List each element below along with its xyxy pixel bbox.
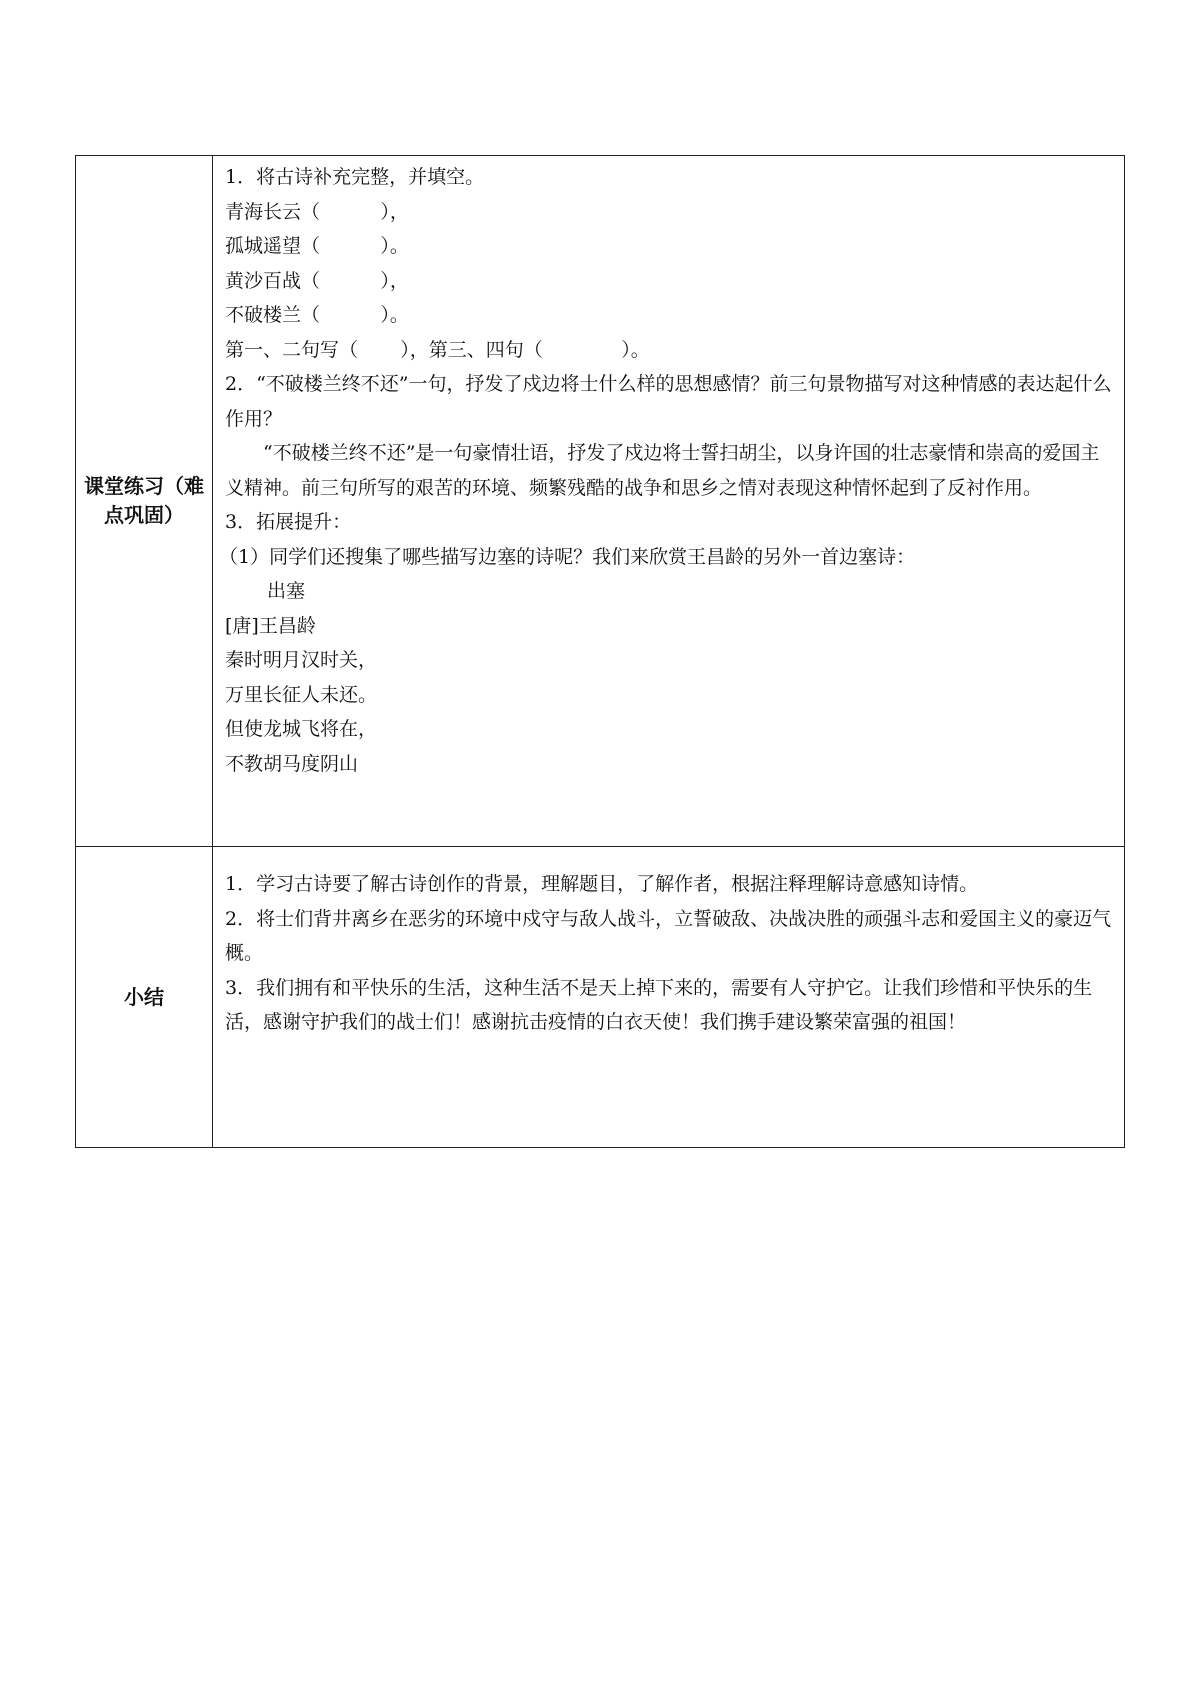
- summary-row: [76, 847, 1125, 1148]
- poem-line: 秦时明月汉时关，: [225, 649, 378, 671]
- summary-item: 1．学习古诗要了解古诗创作的背景，理解题目，了解作者，根据注释理解诗意感知诗情。: [225, 873, 979, 895]
- practice-label: 课堂练习（难点巩固）: [76, 156, 213, 847]
- summary-content: [213, 847, 1125, 1148]
- fill-blank-line: 孤城遥望（ ）。: [225, 235, 409, 257]
- q3-heading: 3．拓展提升：: [225, 511, 352, 533]
- q1-heading: 1．将古诗补充完整，并填空。: [225, 166, 485, 188]
- practice-content: [213, 156, 1125, 847]
- poem-line: 但使龙城飞将在，: [225, 718, 378, 740]
- q2-answer: “不破楼兰终不还”是一句豪情壮语，抒发了戍边将士誓扫胡尘，以身许国的壮志豪情和崇高的爱国主义精神。前三句所写的艰苦的环境、频繁残酷的战争和思乡之情对表现这种情怀起到了反衬作用。: [225, 442, 1100, 499]
- fill-blank-line: 不破楼兰（ ）。: [225, 304, 409, 326]
- poem-line: 万里长征人未还。: [225, 683, 378, 706]
- summary-label: 小结: [76, 847, 213, 1148]
- fill-blank-line: 黄沙百战（ ），: [225, 269, 409, 292]
- fill-blank-line: 第一、二句写（ ），第三、四句（ ）。: [225, 338, 650, 361]
- poem-line: 不教胡马度阴山: [225, 752, 359, 775]
- practice-row: [76, 156, 1125, 847]
- q3-subquestion: （1）同学们还搜集了哪些描写边塞的诗呢？我们来欣赏王昌龄的另外一首边塞诗：: [219, 545, 916, 568]
- lesson-plan-table: [75, 155, 1125, 1148]
- fill-blank-line: 青海长云（ ），: [225, 200, 409, 223]
- poem-title: 出塞: [267, 580, 306, 602]
- summary-item: 2．将士们背井离乡在恶劣的环境中戍守与敌人战斗，立誓破敌、决战决胜的顽强斗志和爱国主义的豪迈气概。: [225, 907, 1112, 964]
- summary-item: 3．我们拥有和平快乐的生活，这种生活不是天上掉下来的，需要有人守护它。让我们珍惜和平快乐的生活，感谢守护我们的战士们！感谢抗击疫情的白衣天使！我们携手建设繁荣富强的祖国！: [225, 976, 1093, 1033]
- poem-author: [唐]王昌龄: [225, 614, 316, 637]
- q2-question: 2．“不破楼兰终不还”一句，抒发了戍边将士什么样的思想感情？前三句景物描写对这种情感的表达起什么作用？: [225, 373, 1112, 430]
